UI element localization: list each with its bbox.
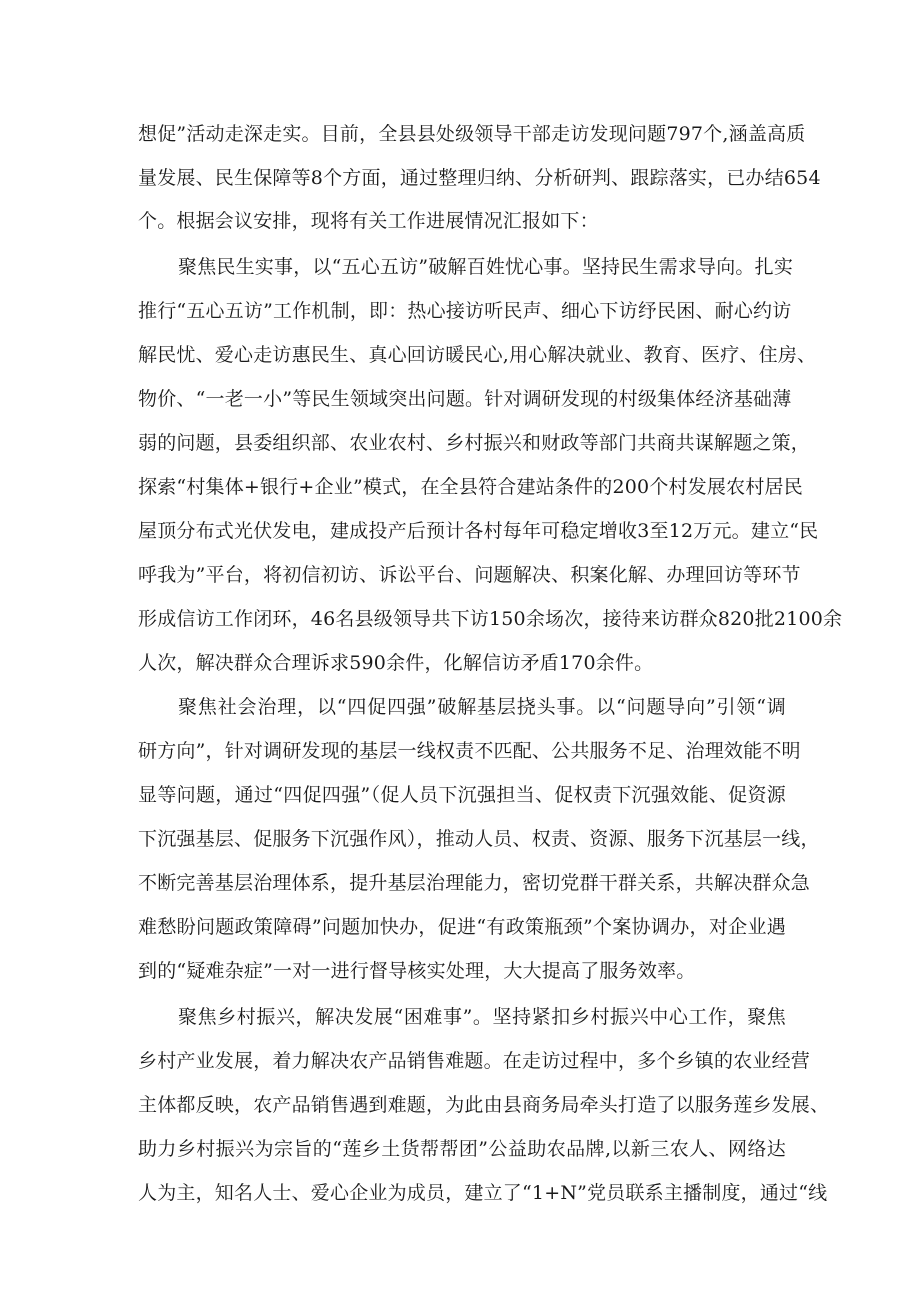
text-line: 量发展、民生保障等8个方面，通过整理归纳、分析研判、跟踪落实，已办结654 xyxy=(138,167,821,189)
text-line: 人为主，知名人士、爱心企业为成员，建立了“1+N”党员联系主播制度，通过“线 xyxy=(138,1182,828,1204)
text-line: 物价、“一老一小”等民生领域突出问题。针对调研发现的村级集体经济基础薄 xyxy=(138,388,792,410)
text-line: 推行“五心五访”工作机制，即：热心接访听民声、细心下访纾民困、耐心约访 xyxy=(138,300,792,322)
text-line: 研方向”，针对调研发现的基层一线权责不匹配、公共服务不足、治理效能不明 xyxy=(138,740,801,762)
text-line: 主体都反映，农产品销售遇到难题，为此由县商务局牵头打造了以服务莲乡发展、 xyxy=(138,1094,830,1116)
paragraph-first-line: 聚焦民生实事，以“五心五访”破解百姓忧心事。坚持民生需求导向。扎实 xyxy=(178,256,794,278)
text-line: 屋顶分布式光伏发电，建成投产后预计各村每年可稳定增收3至12万元。建立“民 xyxy=(138,520,819,542)
text-line: 个。根据会议安排，现将有关工作进展情况汇报如下： xyxy=(138,210,599,232)
text-line: 弱的问题，县委组织部、农业农村、乡村振兴和财政等部门共商共谋解题之策， xyxy=(138,432,811,454)
text-line: 难愁盼问题政策障碍”问题加快办，促进“有政策瓶颈”个案协调办，对企业遇 xyxy=(138,916,786,938)
text-line: 呼我为”平台，将初信初访、诉讼平台、问题解决、积案化解、办理回访等环节 xyxy=(138,564,801,586)
text-line: 下沉强基层、促服务下沉强作风），推动人员、权责、资源、服务下沉基层一线， xyxy=(138,828,820,850)
text-line: 探索“村集体+银行+企业”模式，在全县符合建站条件的200个村发展农村居民 xyxy=(138,476,803,498)
text-line: 助力乡村振兴为宗旨的“莲乡土货帮帮团”公益助农品牌,以新三农人、网络达 xyxy=(138,1138,786,1160)
text-line: 乡村产业发展，着力解决农产品销售难题。在走访过程中，多个乡镇的农业经营 xyxy=(138,1050,811,1072)
text-line: 解民忧、爱心走访惠民生、真心回访暖民心,用心解决就业、教育、医疗、住房、 xyxy=(138,344,817,366)
paragraph-first-line: 聚焦乡村振兴，解决发展“困难事”。坚持紧扣乡村振兴中心工作，聚焦 xyxy=(178,1006,786,1028)
text-line: 想促”活动走深走实。目前，全县县处级领导干部走访发现问题797个,涵盖高质 xyxy=(138,123,806,145)
paragraph-first-line: 聚焦社会治理，以“四促四强”破解基层挠头事。以“问题导向”引领“调 xyxy=(178,696,786,718)
text-line: 到的“疑难杂症”一对一进行督导核实处理，大大提高了服务效率。 xyxy=(138,960,696,982)
text-line: 显等问题，通过“四促四强”（促人员下沉强担当、促权责下沉强效能、促资源 xyxy=(138,784,786,806)
text-line: 形成信访工作闭环，46名县级领导共下访150余场次，接待来访群众820批2100余 xyxy=(138,608,843,630)
text-line: 不断完善基层治理体系，提升基层治理能力，密切党群干群关系，共解决群众急 xyxy=(138,872,811,894)
text-line: 人次，解决群众合理诉求590余件，化解信访矛盾170余件。 xyxy=(138,652,654,674)
